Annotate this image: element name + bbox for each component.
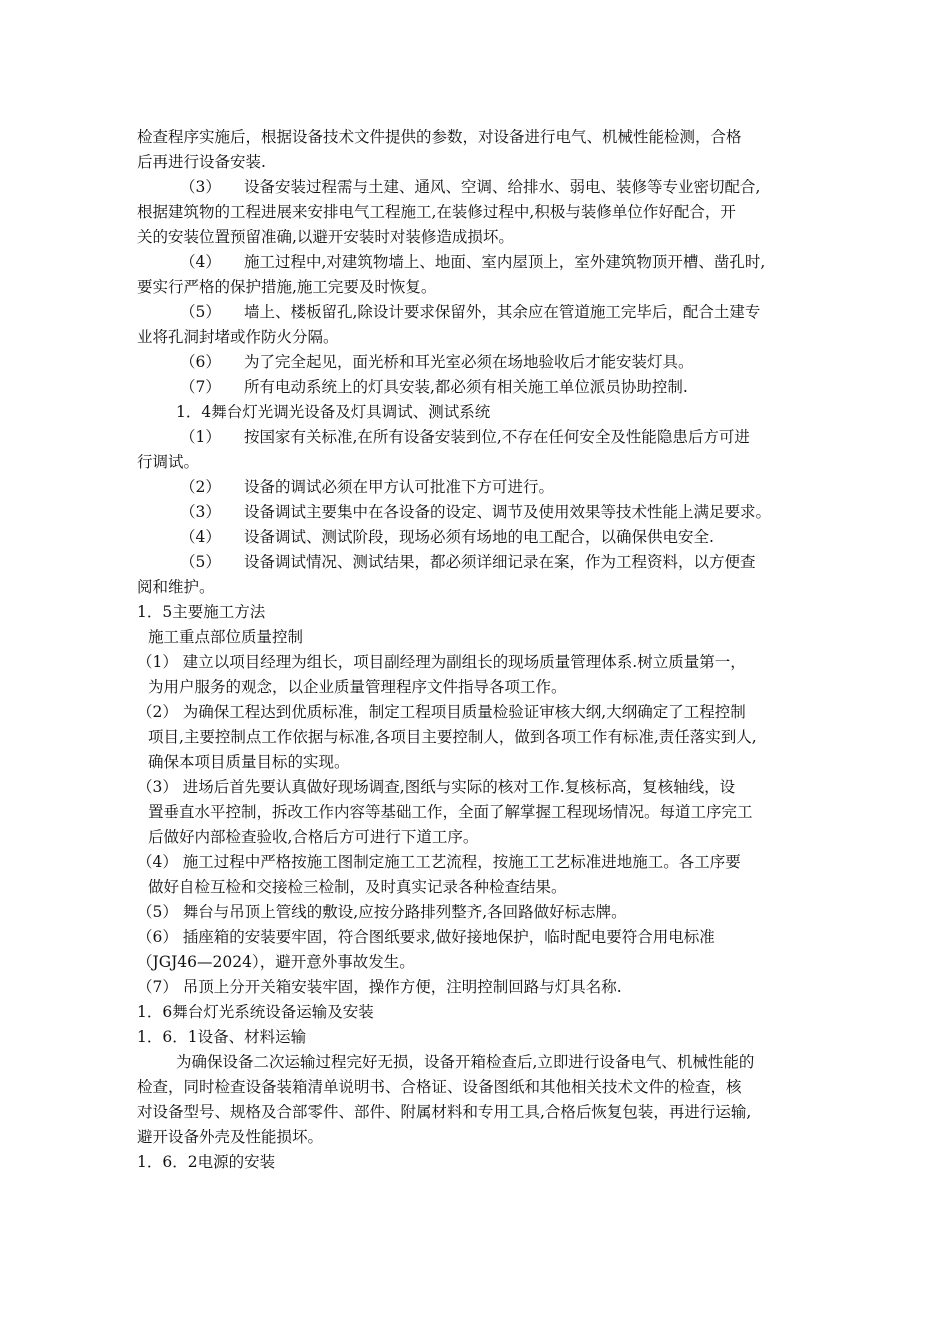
text-line: 后做好内部检查验收,合格后方可进行下道工序。: [148, 828, 479, 846]
text-line: 置垂直水平控制，拆改工作内容等基础工作，全面了解掌握工程现场情况。每道工序完工: [148, 803, 753, 821]
list-item: （1） 按国家有关标准,在所有设备安装到位,不存在任何安全及性能隐患后方可进: [180, 428, 750, 446]
list-item: （4） 施工过程中,对建筑物墙上、地面、室内屋顶上，室外建筑物顶开槽、凿孔时,: [180, 253, 766, 271]
text-line: （1） 建立以项目经理为组长，项目副经理为副组长的现场质量管理体系.树立质量第一，: [137, 653, 746, 671]
text-line: 做好自检互检和交接检三检制，及时真实记录各种检查结果。: [148, 878, 567, 896]
text-line: （5） 舞台与吊顶上管线的敷设,应按分路排列整齐,各回路做好标志牌。: [137, 903, 627, 921]
list-item: （5） 设备调试情况、测试结果，都必须详细记录在案，作为工程资料，以方便查: [180, 553, 756, 571]
list-item: （3） 设备安装过程需与土建、通风、空调、给排水、弱电、装修等专业密切配合,: [180, 178, 761, 196]
text-line: 为用户服务的观念，以企业质量管理程序文件指导各项工作。: [148, 678, 567, 696]
subsection-heading: 1．6．2电源的安装: [137, 1153, 276, 1171]
text-line: （JGJ46—2024），避开意外事故发生。: [137, 953, 415, 971]
text-line: （2） 为确保工程达到优质标准，制定工程项目质量检验证审核大纲,大纲确定了工程控制: [137, 703, 746, 721]
text-line: （6） 插座箱的安装要牢固，符合图纸要求,做好接地保护，临时配电要符合用电标准: [137, 928, 715, 946]
text-line: 根据建筑物的工程进展来安排电气工程施工,在装修过程中,积极与装修单位作好配合，开: [137, 203, 736, 221]
text-line: 避开设备外壳及性能损坏。: [137, 1128, 324, 1146]
list-item: （2） 设备的调试必须在甲方认可批准下方可进行。: [180, 478, 555, 496]
text-line: 检查程序实施后，根据设备技术文件提供的参数，对设备进行电气、机械性能检测，合格: [137, 128, 742, 146]
subsection-heading: 施工重点部位质量控制: [148, 628, 304, 646]
text-line: 后再进行设备安装.: [137, 153, 266, 171]
text-line: （7） 吊顶上分开关箱安装牢固，操作方便，注明控制回路与灯具名称.: [137, 978, 622, 996]
list-item: （4） 设备调试、测试阶段，现场必须有场地的电工配合，以确保供电安全.: [180, 528, 714, 546]
text-line: 对设备型号、规格及合部零件、部件、附属材料和专用工具,合格后恢复包装，再进行运输,: [137, 1103, 752, 1121]
subsection-heading: 1．6．1设备、材料运输: [137, 1028, 307, 1046]
text-line: （4） 施工过程中严格按施工图制定施工工艺流程，按施工工艺标准进地施工。各工序要: [137, 853, 741, 871]
list-item: （3） 设备调试主要集中在各设备的设定、调节及使用效果等技术性能上满足要求。: [180, 503, 772, 521]
list-item: （7） 所有电动系统上的灯具安装,都必须有相关施工单位派员协助控制.: [180, 378, 688, 396]
text-line: 项目,主要控制点工作依据与标准,各项目主要控制人，做到各项工作有标准,责任落实到人,: [148, 728, 757, 746]
section-heading: 1．4舞台灯光调光设备及灯具调试、测试系统: [176, 403, 491, 421]
text-line: 行调试。: [137, 453, 200, 471]
text-line: 要实行严格的保护措施,施工完要及时恢复。: [137, 278, 437, 296]
text-line: 为确保设备二次运输过程完好无损，设备开箱检查后,立即进行设备电气、机械性能的: [176, 1053, 755, 1071]
text-line: 检查，同时检查设备装箱清单说明书、合格证、设备图纸和其他相关技术文件的检查，核: [137, 1078, 742, 1096]
text-line: 业将孔洞封堵或作防火分隔。: [137, 328, 339, 346]
text-line: 阅和维护。: [137, 578, 215, 596]
text-line: （3） 进场后首先要认真做好现场调查,图纸与实际的核对工作.复核标高，复核轴线，设: [137, 778, 736, 796]
section-heading: 1．6舞台灯光系统设备运输及安装: [137, 1003, 374, 1021]
list-item: （5） 墙上、楼板留孔,除设计要求保留外，其余应在管道施工完毕后，配合土建专: [180, 303, 761, 321]
text-line: 关的安装位置预留准确,以避开安装时对装修造成损坏。: [137, 228, 514, 246]
text-line: 确保本项目质量目标的实现。: [148, 753, 350, 771]
list-item: （6） 为了完全起见，面光桥和耳光室必须在场地验收后才能安装灯具。: [180, 353, 694, 371]
section-heading: 1．5主要施工方法: [137, 603, 266, 621]
